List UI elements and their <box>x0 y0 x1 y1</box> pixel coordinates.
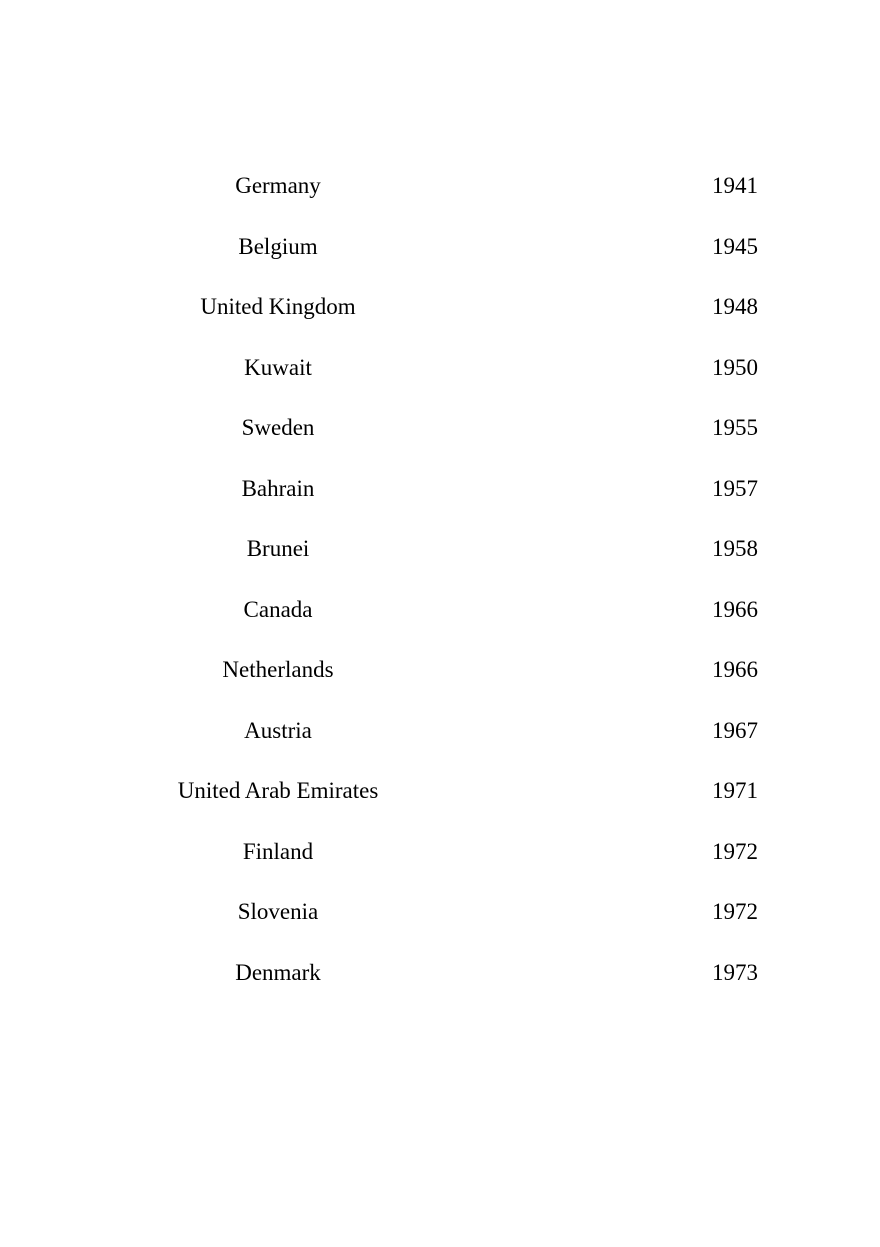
table-row <box>0 402 880 463</box>
year-cell: 1941 <box>712 173 758 198</box>
year-cell: 1973 <box>712 959 758 985</box>
table-row <box>0 160 880 221</box>
country-cell: Canada <box>243 596 313 622</box>
country-cell: United Arab Emirates <box>177 778 379 803</box>
year-cell: 1950 <box>712 354 758 380</box>
country-year-table <box>0 160 880 1007</box>
year-cell: 1972 <box>712 899 758 924</box>
country-cell: Bahrain <box>241 475 315 501</box>
year-cell: 1966 <box>712 596 758 622</box>
country-cell: Netherlands <box>222 657 334 682</box>
country-cell: Sweden <box>241 415 315 440</box>
table-row <box>0 342 880 403</box>
country-cell: Belgium <box>238 233 318 259</box>
year-cell: 1967 <box>712 717 758 743</box>
country-cell: Austria <box>244 717 312 743</box>
year-cell: 1966 <box>712 657 758 682</box>
table-row <box>0 523 880 584</box>
year-cell: 1958 <box>712 536 758 561</box>
table-row <box>0 765 880 826</box>
table-row <box>0 584 880 645</box>
year-cell: 1955 <box>712 415 758 440</box>
table-row <box>0 705 880 766</box>
country-cell: Brunei <box>246 536 310 561</box>
year-cell: 1948 <box>712 294 758 319</box>
country-cell: Germany <box>235 173 321 198</box>
table-row <box>0 947 880 1008</box>
table-row <box>0 281 880 342</box>
year-cell: 1972 <box>712 838 758 864</box>
table-row <box>0 463 880 524</box>
table-row <box>0 221 880 282</box>
table-row <box>0 886 880 947</box>
year-cell: 1957 <box>712 475 758 501</box>
table-row <box>0 644 880 705</box>
country-cell: Kuwait <box>244 354 312 380</box>
country-cell: Finland <box>242 838 314 864</box>
year-cell: 1945 <box>712 233 758 259</box>
country-cell: Denmark <box>235 959 321 985</box>
country-cell: United Kingdom <box>200 294 356 319</box>
country-cell: Slovenia <box>237 899 319 924</box>
year-cell: 1971 <box>712 778 758 803</box>
table-row <box>0 826 880 887</box>
